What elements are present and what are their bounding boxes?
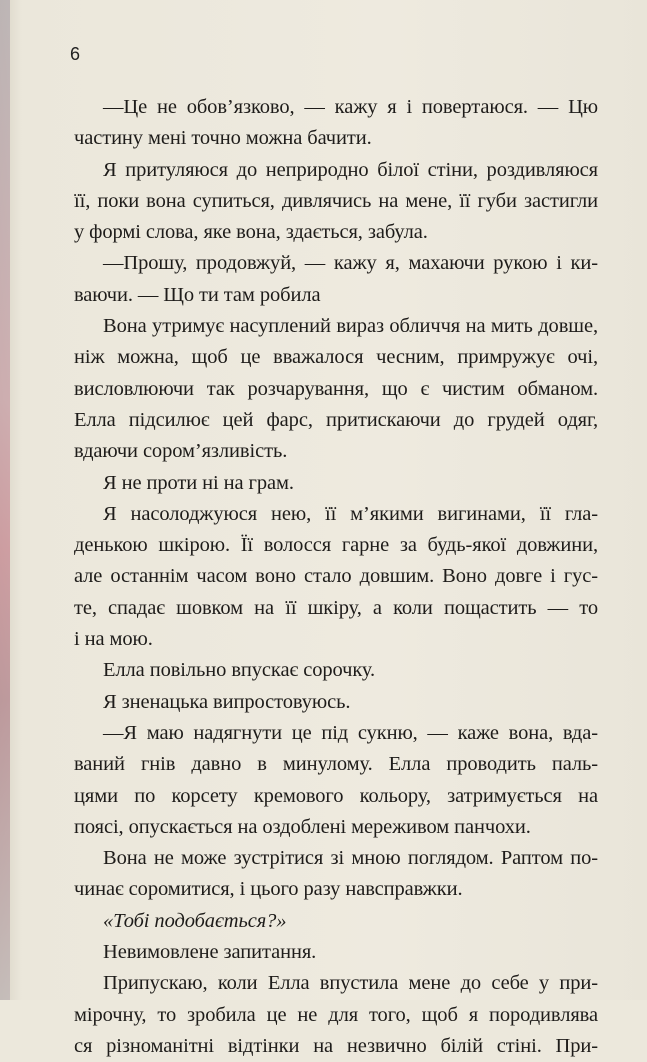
text-line: «Тобі подобається?»	[103, 909, 287, 932]
text-line: Я притуляюся до неприродно білої стіни, роздивляюся	[103, 158, 598, 181]
text-line: ваний гнів давно в минулому. Елла проводить паль-	[74, 753, 598, 776]
text-line: ніж можна, щоб це вважалося чесним, примружує очі,	[74, 346, 598, 369]
body-text	[74, 92, 598, 1062]
text-line: частину мені точно можна бачити.	[74, 127, 372, 150]
text-line: мірочну, то зробила це не для того, щоб я породивлява	[74, 1003, 598, 1026]
text-line: поясі, опускається на оздоблені мереживом панчохи.	[74, 815, 531, 838]
page-number: 6	[70, 44, 81, 64]
text-line: Я зненацька випростовуюсь.	[103, 690, 351, 713]
text-line: висловлюючи так розчарування, що є чистим обманом.	[74, 377, 598, 400]
text-line: Невимовлене запитання.	[103, 941, 317, 964]
text-line: —Це не обов’язково, — кажу я і повертаюся. — Цю	[103, 96, 598, 118]
text-line: цями по корсету кремового кольору, затримується на	[74, 784, 598, 807]
text-line: Вона не може зустрітися зі мною поглядом. Раптом по-	[103, 847, 598, 870]
text-line: вдаючи сором’язливість.	[74, 440, 288, 463]
text-line: її, поки вона супиться, дивлячись на мене, її губи застигли	[74, 189, 598, 212]
text-line: у формі слова, яке вона, здається, забула.	[74, 221, 428, 244]
text-line: і на мою.	[74, 628, 153, 651]
text-line: —Я маю надягнути це під сукню, — каже вона, вда-	[103, 721, 598, 744]
text-line: чинає соромитися, і цього разу навсправжки.	[74, 878, 463, 901]
text-line: але останнім часом воно стало довшим. Воно довге і гус-	[74, 565, 598, 588]
text-line: Елла підсилює цей фарс, притискаючи до грудей одяг,	[74, 408, 598, 431]
text-line: —Прошу, продовжуй, — кажу я, махаючи рукою і ки-	[103, 252, 598, 275]
text-line: ся різноманітні відтінки на незвично білій стіні. При-	[74, 1034, 598, 1057]
text-line: Вона утримує насуплений вираз обличчя на мить довше,	[103, 315, 598, 338]
text-line: денькою шкірою. Її волосся гарне за будь-якої довжини,	[74, 534, 598, 557]
page-edge	[0, 0, 10, 1000]
text-line: те, спадає шовком на її шкіру, а коли пощастить — то	[74, 596, 598, 619]
text-line: Елла повільно впускає сорочку.	[103, 659, 376, 682]
text-line: Я насолоджуюся нею, її м’якими вигинами, її гла-	[103, 502, 598, 525]
text-line: ваючи. — Що ти там робила	[74, 283, 321, 306]
text-line: Припускаю, коли Елла впустила мене до себе у при-	[103, 972, 598, 995]
text-line: Я не проти ні на грам.	[103, 471, 294, 494]
